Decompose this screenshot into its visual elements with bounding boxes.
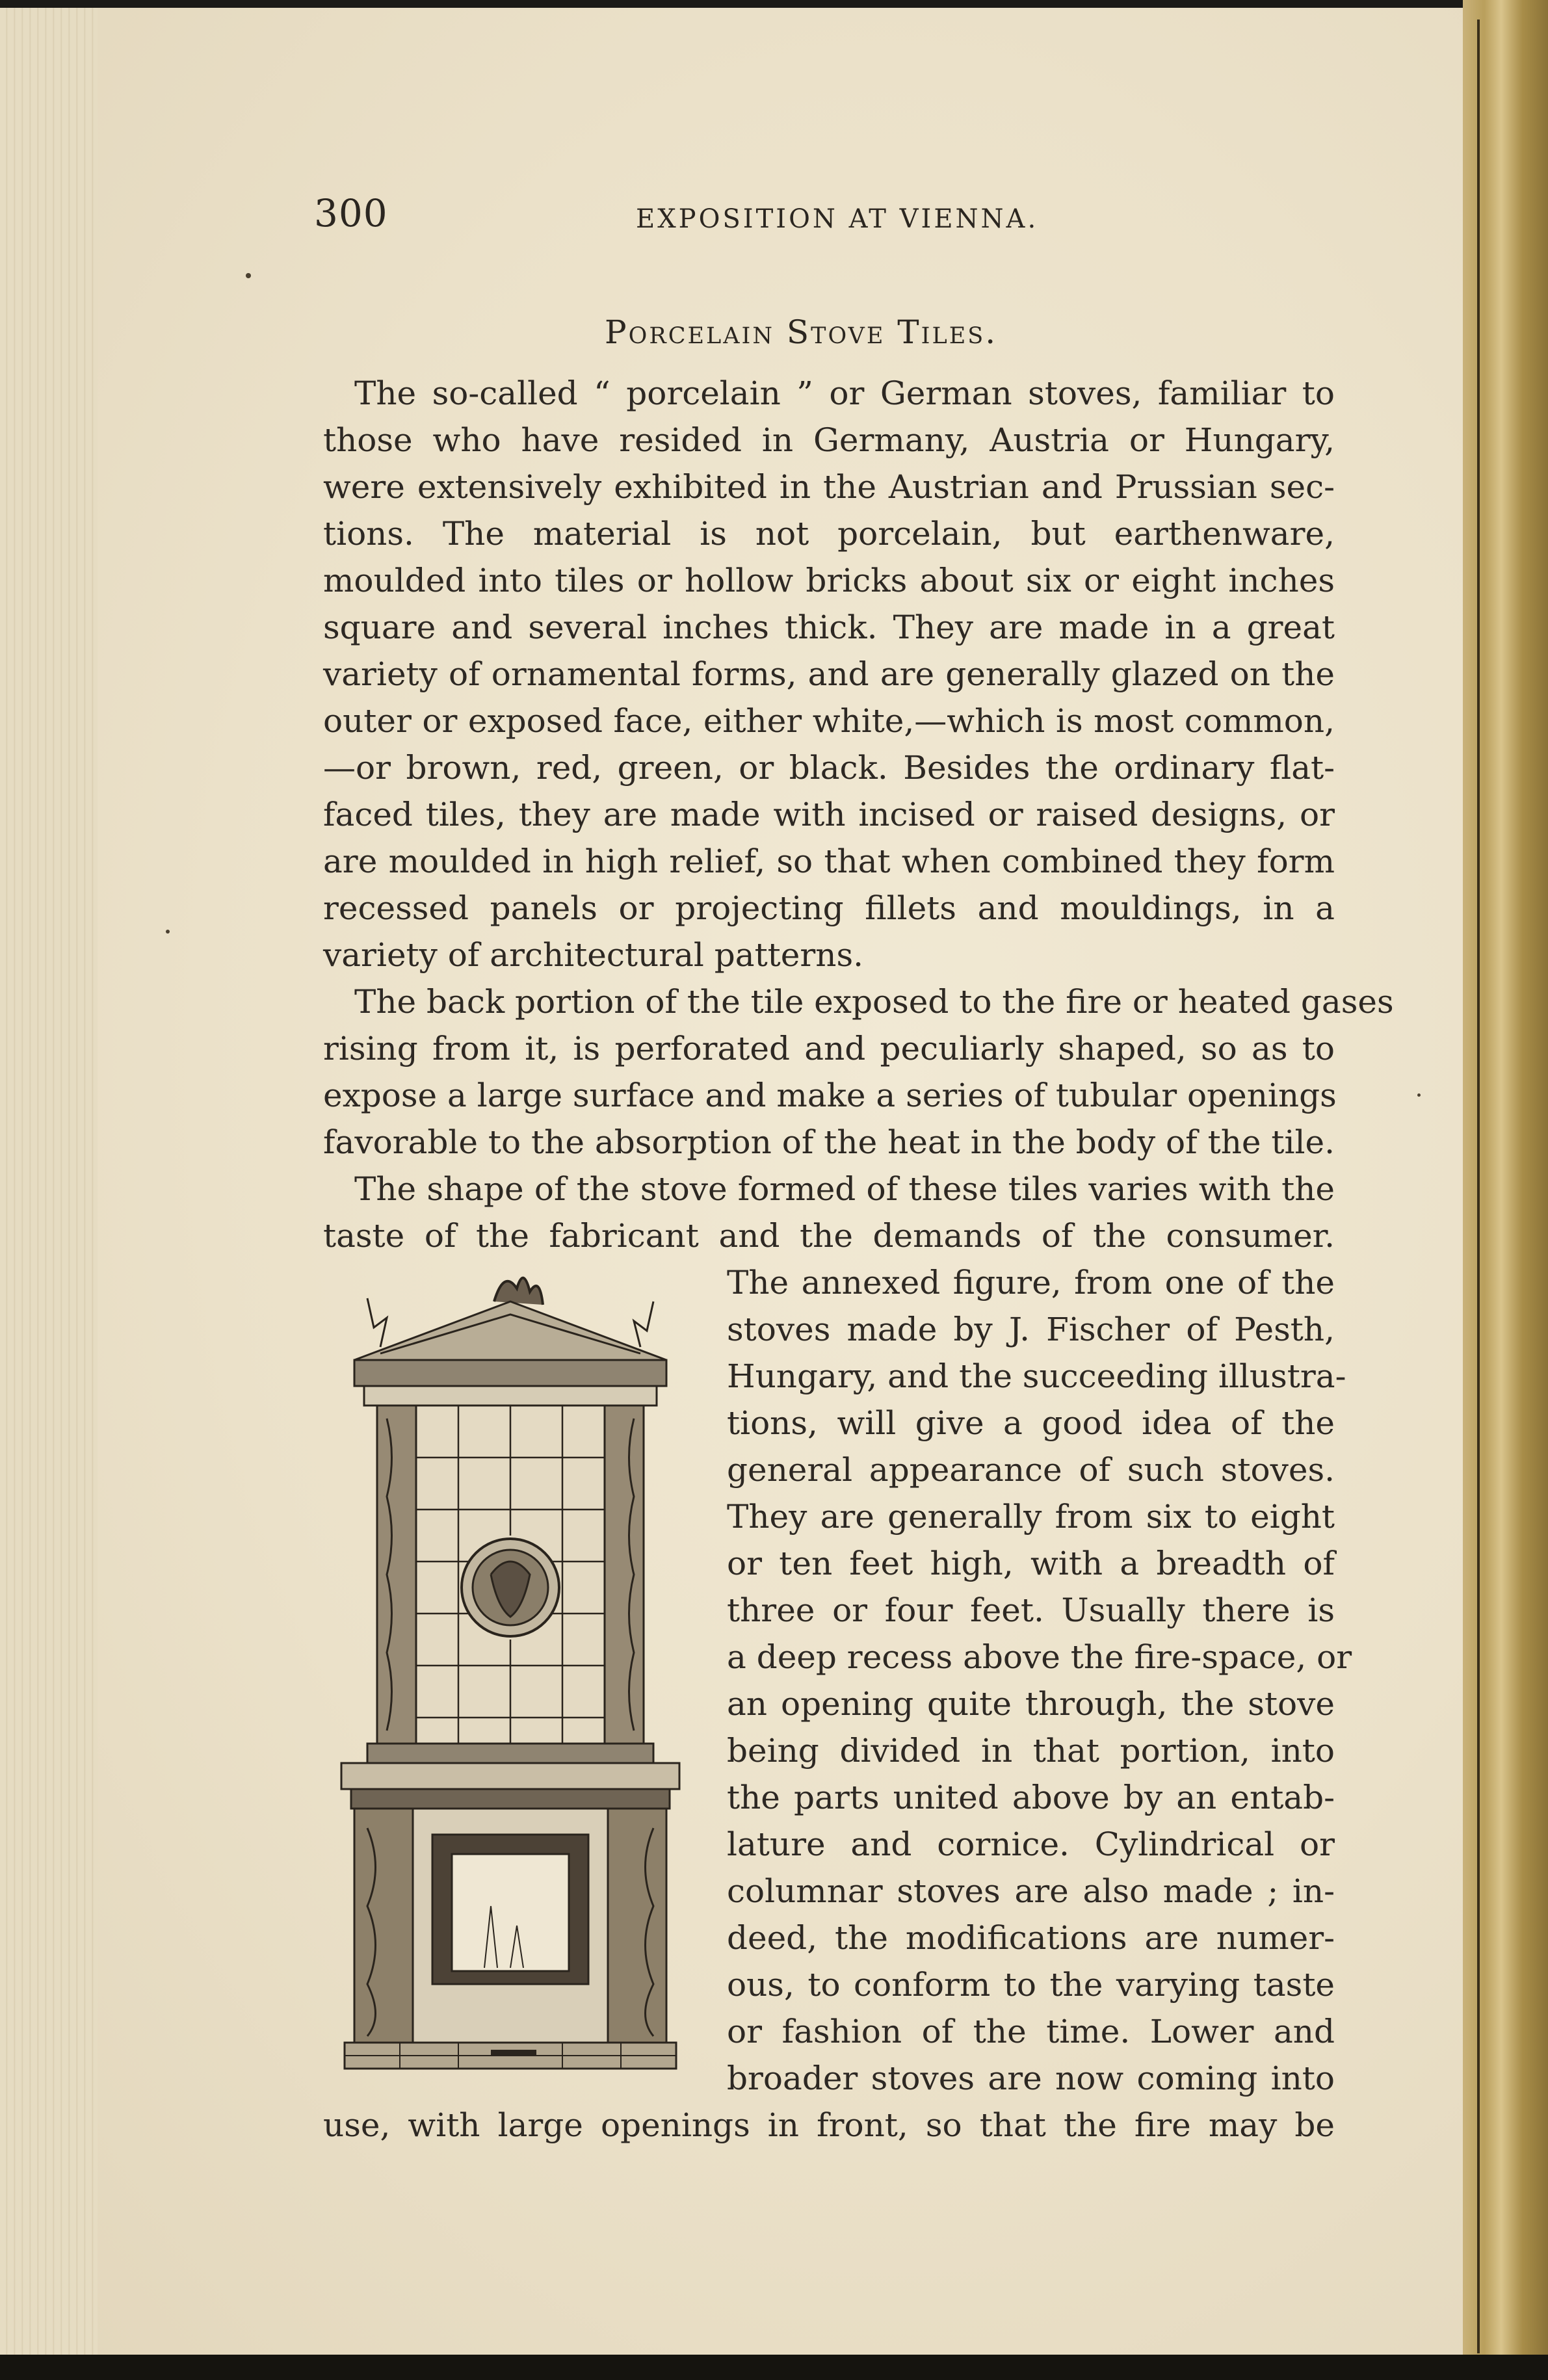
text-line: tions, will give a good idea of the xyxy=(727,1404,1335,1442)
running-title: EXPOSITION AT VIENNA. xyxy=(636,204,1039,234)
text-line: are moulded in high relief, so that when combined they form xyxy=(323,843,1335,880)
text-line: faced tiles, they are made with incised or raised designs, or xyxy=(323,796,1335,833)
text-line: an opening quite through, the stove xyxy=(727,1685,1335,1723)
text-line: favorable to the absorption of the heat in the body of the tile. xyxy=(323,1123,1335,1161)
text-line: broader stoves are now coming into xyxy=(727,2060,1335,2097)
text-line: recessed panels or projecting fillets and mouldings, in a xyxy=(323,889,1335,927)
text-line: The shape of the stove formed of these tiles varies with the xyxy=(354,1170,1335,1208)
binding-gutter xyxy=(1463,0,1548,2366)
text-line: square and several inches thick. They are made in a great xyxy=(323,608,1335,646)
text-line: tions. The material is not porcelain, but earthenware, xyxy=(323,515,1335,553)
text-line: were extensively exhibited in the Austrian and Prussian sec- xyxy=(323,468,1335,506)
text-line: ous, to conform to the varying taste xyxy=(727,1966,1335,2004)
text-line: a deep recess above the fire-space, or xyxy=(727,1638,1352,1676)
binding-shadow xyxy=(1477,20,1480,2353)
text-line: being divided in that portion, into xyxy=(727,1732,1335,1770)
text-line: outer or exposed face, either white,—which is most common, xyxy=(323,702,1335,740)
text-line: general appearance of such stoves. xyxy=(727,1451,1335,1489)
page-number: 300 xyxy=(314,191,388,235)
text-line: variety of ornamental forms, and are generally glazed on the xyxy=(323,655,1335,693)
speck xyxy=(1417,1093,1421,1097)
text-line: Hungary, and the succeeding illustra- xyxy=(727,1357,1346,1395)
text-line: They are generally from six to eight xyxy=(727,1498,1335,1536)
text-line: or ten feet high, with a breadth of xyxy=(727,1545,1335,1582)
speck xyxy=(166,930,170,934)
text-line: taste of the fabricant and the demands of the consumer. xyxy=(323,1217,1335,1255)
book-page xyxy=(0,8,1483,2355)
text-line: lature and cornice. Cylindrical or xyxy=(727,1825,1335,1863)
text-line: columnar stoves are also made ; in- xyxy=(727,1872,1335,1910)
running-head xyxy=(314,191,1341,250)
text-line: stoves made by J. Fischer of Pesth, xyxy=(727,1311,1335,1348)
text-line: or fashion of the time. Lower and xyxy=(727,2013,1335,2050)
stove-engraving xyxy=(328,1262,692,2082)
stove-illustration xyxy=(328,1262,692,2082)
text-line: the parts united above by an entab- xyxy=(727,1779,1335,1816)
text-line: three or four feet. Usually there is xyxy=(727,1591,1335,1629)
text-line: The back portion of the tile exposed to the fire or heated gases xyxy=(354,983,1394,1021)
page-edges xyxy=(0,8,98,2355)
text-line: variety of architectural patterns. xyxy=(323,936,864,974)
text-line: —or brown, red, green, or black. Besides the ordinary flat- xyxy=(323,749,1335,787)
text-line: deed, the modifications are numer- xyxy=(727,1919,1335,1957)
text-line: moulded into tiles or hollow bricks about six or eight inches xyxy=(323,562,1335,599)
section-heading: Porcelain Stove Tiles. xyxy=(605,313,998,351)
text-line: rising from it, is perforated and peculiarly shaped, so as to xyxy=(323,1030,1335,1067)
text-line: use, with large openings in front, so that the fire may be xyxy=(323,2106,1335,2144)
text-line: The so-called “ porcelain ” or German stoves, familiar to xyxy=(354,374,1335,412)
text-line: The annexed figure, from one of the xyxy=(727,1264,1335,1301)
text-line: expose a large surface and make a series of tubular openings xyxy=(323,1077,1337,1114)
speck xyxy=(246,273,251,278)
scan-bottom-edge xyxy=(0,2355,1548,2380)
text-line: those who have resided in Germany, Austria or Hungary, xyxy=(323,421,1335,459)
